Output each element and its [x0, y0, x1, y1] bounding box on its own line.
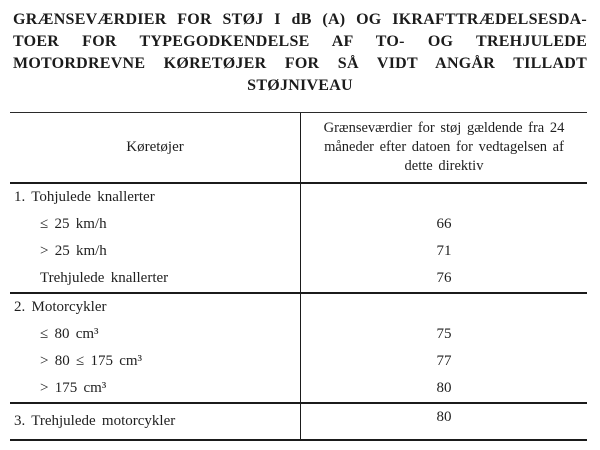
- row-value: 77: [300, 348, 587, 375]
- table-row: [10, 404, 587, 439]
- row-value: [300, 184, 587, 211]
- table-row: [10, 321, 587, 348]
- row-label: > 175 cm³: [40, 379, 107, 396]
- row-label: 1. Tohjulede knallerter: [14, 188, 155, 205]
- title-line: TOER FOR TYPEGODKENDELSE AF TO- OG TREHJULEDE: [13, 33, 587, 50]
- row-value: 76: [300, 265, 587, 292]
- column-header-limits: Grænseværdier for støj gældende fra 24 måneder efter datoen for vedtagelsen af dette direktiv: [300, 113, 587, 182]
- row-label: Trehjulede knallerter: [40, 269, 169, 286]
- table-row: [10, 348, 587, 375]
- row-value: 80: [300, 375, 587, 402]
- table-header-row: [10, 113, 587, 184]
- table-section-motorcycles: [10, 292, 587, 402]
- row-value: 75: [300, 321, 587, 348]
- row-value: 80: [300, 404, 587, 439]
- row-label: > 80 ≤ 175 cm³: [40, 352, 143, 369]
- noise-limits-table: [10, 112, 587, 441]
- table-row: [10, 375, 587, 402]
- table-row: [10, 294, 587, 321]
- row-label: ≤ 25 km/h: [40, 215, 107, 232]
- table-row: [10, 265, 587, 292]
- title-line: STØJNIVEAU: [247, 77, 353, 94]
- table-section-mopeds: [10, 184, 587, 292]
- row-value: [300, 294, 587, 321]
- table-row: [10, 238, 587, 265]
- row-label: ≤ 80 cm³: [40, 325, 99, 342]
- title-line: MOTORDREVNE KØRETØJER FOR SÅ VIDT ANGÅR TILLADT: [13, 55, 587, 72]
- row-value: 71: [300, 238, 587, 265]
- row-label: 3. Trehjulede motorcykler: [14, 412, 176, 429]
- table-row: [10, 184, 587, 211]
- table-row: [10, 211, 587, 238]
- row-label: > 25 km/h: [40, 242, 107, 259]
- row-value: 66: [300, 211, 587, 238]
- row-label: 2. Motorcykler: [14, 298, 107, 315]
- document-title: [13, 0, 587, 97]
- table-section-tricycles: [10, 402, 587, 439]
- title-line: GRÆNSEVÆRDIER FOR STØJ I dB (A) OG IKRAFTTRÆDELSESDA-: [13, 11, 587, 28]
- column-header-vehicles: Køretøjer: [126, 138, 184, 155]
